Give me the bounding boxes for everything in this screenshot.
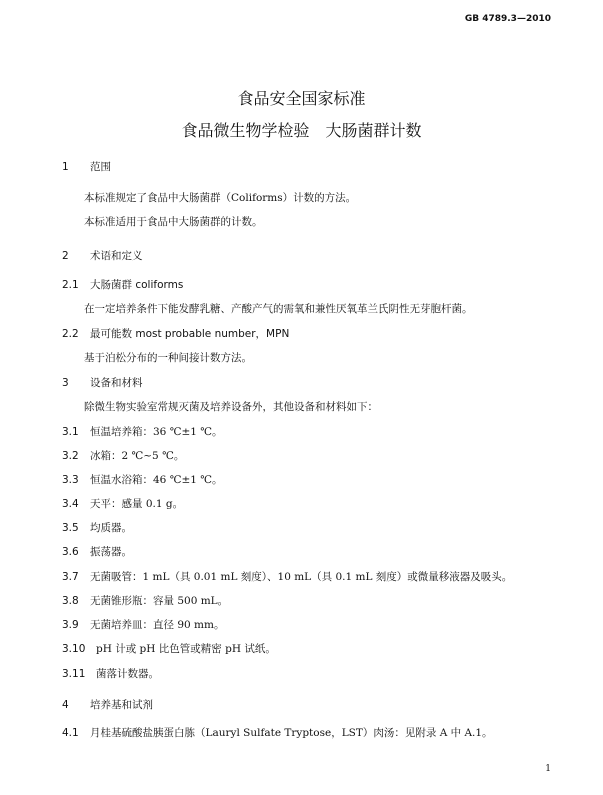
section-3-heading xyxy=(62,375,143,390)
section-1-heading xyxy=(62,159,111,174)
item-text: 振荡器。 xyxy=(90,546,132,558)
item-number: 3.11 xyxy=(62,668,86,680)
item-text: 无菌锥形瓶：容量 500 mL。 xyxy=(90,595,229,607)
section-number: 2.1 xyxy=(62,279,79,291)
section-2-2-paragraph: 基于泊松分布的一种间接计数方法。 xyxy=(84,352,252,364)
item-text: pH 计或 pH 比色管或精密 pH 试纸。 xyxy=(96,643,276,655)
page-number: 1 xyxy=(545,764,551,774)
section-title: 培养基和试剂 xyxy=(90,699,153,711)
section-title: 大肠菌群 coliforms xyxy=(90,279,184,291)
section-title: 最可能数 most probable number，MPN xyxy=(90,328,290,340)
list-item-4-1 xyxy=(62,725,493,740)
list-item-3-1 xyxy=(62,424,223,439)
list-item-3-5 xyxy=(62,520,132,535)
item-number: 3.4 xyxy=(62,498,79,510)
document-title-line1: 食品安全国家标准 xyxy=(237,89,366,108)
section-1-paragraph-1: 本标准规定了食品中大肠菌群（Coliforms）计数的方法。 xyxy=(84,192,357,204)
item-number: 3.2 xyxy=(62,450,79,462)
item-text: 无菌吸管：1 mL（具 0.01 mL 刻度）、10 mL（具 0.1 mL 刻度）或微量移液器及吸头。 xyxy=(90,571,513,583)
item-number: 3.3 xyxy=(62,474,79,486)
document-code: GB 4789.3—2010 xyxy=(464,14,551,24)
item-text: 无菌培养皿：直径 90 mm。 xyxy=(90,619,225,631)
item-text: 菌落计数器。 xyxy=(96,668,159,680)
item-text: 恒温水浴箱：46 ℃±1 ℃。 xyxy=(90,474,223,486)
item-number: 3.9 xyxy=(62,619,79,631)
list-item-3-11 xyxy=(62,666,159,681)
item-number: 3.8 xyxy=(62,595,79,607)
section-title: 范围 xyxy=(90,161,111,173)
list-item-3-7 xyxy=(62,569,512,584)
item-text: 恒温培养箱：36 ℃±1 ℃。 xyxy=(90,426,223,438)
list-item-3-4 xyxy=(62,496,183,511)
item-number: 3.1 xyxy=(62,426,79,438)
document-title-line2: 食品微生物学检验 大肠菌群计数 xyxy=(181,121,422,140)
list-item-3-2 xyxy=(62,448,184,463)
section-3-paragraph: 除微生物实验室常规灭菌及培养设备外，其他设备和材料如下： xyxy=(84,401,378,413)
section-number: 2.2 xyxy=(62,328,79,340)
section-number: 3 xyxy=(62,377,69,389)
section-number: 1 xyxy=(62,161,69,173)
list-item-3-10 xyxy=(62,641,276,656)
item-number: 4.1 xyxy=(62,727,79,739)
item-number: 3.10 xyxy=(62,643,86,655)
list-item-3-8 xyxy=(62,593,228,608)
item-number: 3.6 xyxy=(62,546,79,558)
section-2-1-paragraph: 在一定培养条件下能发酵乳糖、产酸产气的需氧和兼性厌氧革兰氏阴性无芽胞杆菌。 xyxy=(84,303,473,315)
list-item-3-6 xyxy=(62,544,132,559)
item-text: 月桂基硫酸盐胰蛋白胨（Lauryl Sulfate Tryptose，LST）肉汤：见附录 A 中 A.1。 xyxy=(90,727,493,739)
list-item-3-3 xyxy=(62,472,223,487)
item-text: 天平：感量 0.1 g。 xyxy=(90,498,184,510)
item-number: 3.5 xyxy=(62,522,79,534)
section-4-heading xyxy=(62,697,153,712)
item-text: 冰箱：2 ℃~5 ℃。 xyxy=(90,450,185,462)
section-2-2-heading xyxy=(62,326,289,341)
item-text: 均质器。 xyxy=(90,522,132,534)
item-number: 3.7 xyxy=(62,571,79,583)
section-2-1-heading xyxy=(62,277,183,292)
section-1-paragraph-2: 本标准适用于食品中大肠菌群的计数。 xyxy=(84,216,263,228)
list-item-3-9 xyxy=(62,617,224,632)
section-number: 2 xyxy=(62,250,69,262)
section-title: 设备和材料 xyxy=(90,377,143,389)
section-number: 4 xyxy=(62,699,69,711)
section-2-heading xyxy=(62,248,143,263)
section-title: 术语和定义 xyxy=(90,250,143,262)
